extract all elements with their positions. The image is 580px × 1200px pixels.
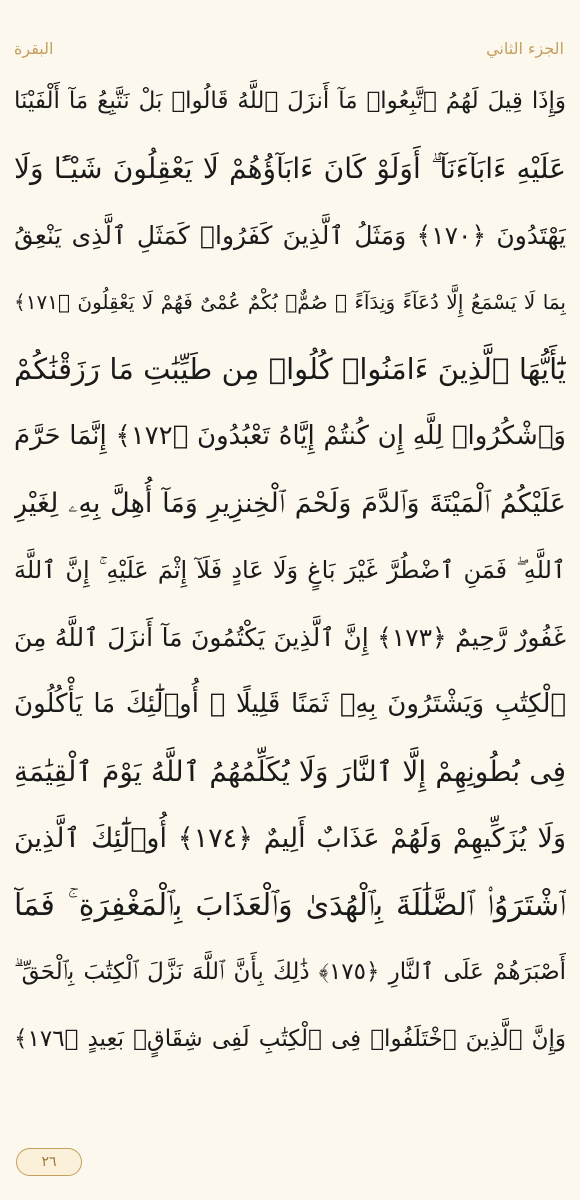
verse-line: غَفُورٌ رَّحِيمٌ ﴿١٧٣﴾ إِنَّ ٱلَّذِينَ يَكْتُمُونَ مَآ أَنزَلَ ٱللَّهُ مِنَ (14, 623, 566, 652)
verse-line: يَٰٓأَيُّهَا ٱلَّذِينَ ءَامَنُوا۟ كُلُوا۟ مِن طَيِّبَٰتِ مَا رَزَقْنَٰكُمْ (14, 352, 566, 386)
verse-line: وَلَا يُزَكِّيهِمْ وَلَهُمْ عَذَابٌ أَلِيمٌ ﴿١٧٤﴾ أُو۟لَٰٓئِكَ ٱلَّذِينَ (14, 823, 566, 854)
verse-line: وَإِذَا قِيلَ لَهُمُ ٱتَّبِعُوا۟ مَآ أَنزَلَ ٱللَّهُ قَالُوا۟ بَلْ نَتَّبِعُ مَآ أَلْفَيْنَا (14, 88, 566, 114)
page-number: ٢٦ (41, 1154, 57, 1170)
verse-line: ٱشْتَرَوُا۟ ٱلضَّلَٰلَةَ بِٱلْهُدَىٰ وَٱلْعَذَابَ بِٱلْمَغْفِرَةِ ۚ فَمَآ (14, 888, 566, 923)
verse-line: ٱللَّهِ ۖ فَمَنِ ٱضْطُرَّ غَيْرَ بَاغٍ وَلَا عَادٍ فَلَآ إِثْمَ عَلَيْهِ ۚ إِنَّ ٱللَّهَ (14, 556, 566, 584)
verse-line: بِمَا لَا يَسْمَعُ إِلَّا دُعَآءً وَنِدَآءً ۚ صُمٌّۢ بُكْمٌ عُمْىٌ فَهُمْ لَا يَعْقِلُونَ ﴿١٧١﴾ (14, 290, 566, 314)
verse-line: وَإِنَّ ٱلَّذِينَ ٱخْتَلَفُوا۟ فِى ٱلْكِتَٰبِ لَفِى شِقَاقٍۭ بَعِيدٍ ﴿١٧٦﴾ (14, 1026, 566, 1052)
verse-line: وَٱشْكُرُوا۟ لِلَّهِ إِن كُنتُمْ إِيَّاهُ تَعْبُدُونَ ﴿١٧٢﴾ إِنَّمَا حَرَّمَ (14, 421, 566, 451)
verse-line: أَصْبَرَهُمْ عَلَى ٱلنَّارِ ﴿١٧٥﴾ ذَٰلِكَ بِأَنَّ ٱللَّهَ نَزَّلَ ٱلْكِتَٰبَ بِٱلْحَقِّ ۗ (14, 959, 566, 985)
verse-line: ٱلْكِتَٰبِ وَيَشْتَرُونَ بِهِۦ ثَمَنًا قَلِيلًا ۙ أُو۟لَٰٓئِكَ مَا يَأْكُلُونَ (14, 689, 566, 719)
verse-line: عَلَيْكُمُ ٱلْمَيْتَةَ وَٱلدَّمَ وَلَحْمَ ٱلْخِنزِيرِ وَمَآ أُهِلَّ بِهِۦ لِغَيْرِ (14, 488, 566, 519)
page-header (14, 34, 564, 62)
verse-text-block[interactable] (14, 68, 566, 1073)
juz-name: الجزء الثاني (486, 38, 564, 58)
verse-line: فِى بُطُونِهِمْ إِلَّا ٱلنَّارَ وَلَا يُكَلِّمُهُمُ ٱللَّهُ يَوْمَ ٱلْقِيَٰمَةِ (14, 755, 566, 788)
verse-line: عَلَيْهِ ءَابَآءَنَآ ۗ أَوَلَوْ كَانَ ءَابَآؤُهُمْ لَا يَعْقِلُونَ شَيْـًٔا وَلَا (14, 152, 566, 185)
verse-line: يَهْتَدُونَ ﴿١٧٠﴾ وَمَثَلُ ٱلَّذِينَ كَفَرُوا۟ كَمَثَلِ ٱلَّذِى يَنْعِقُ (14, 221, 566, 250)
surah-name: البقرة (14, 38, 54, 58)
page-number-badge (16, 1148, 82, 1176)
